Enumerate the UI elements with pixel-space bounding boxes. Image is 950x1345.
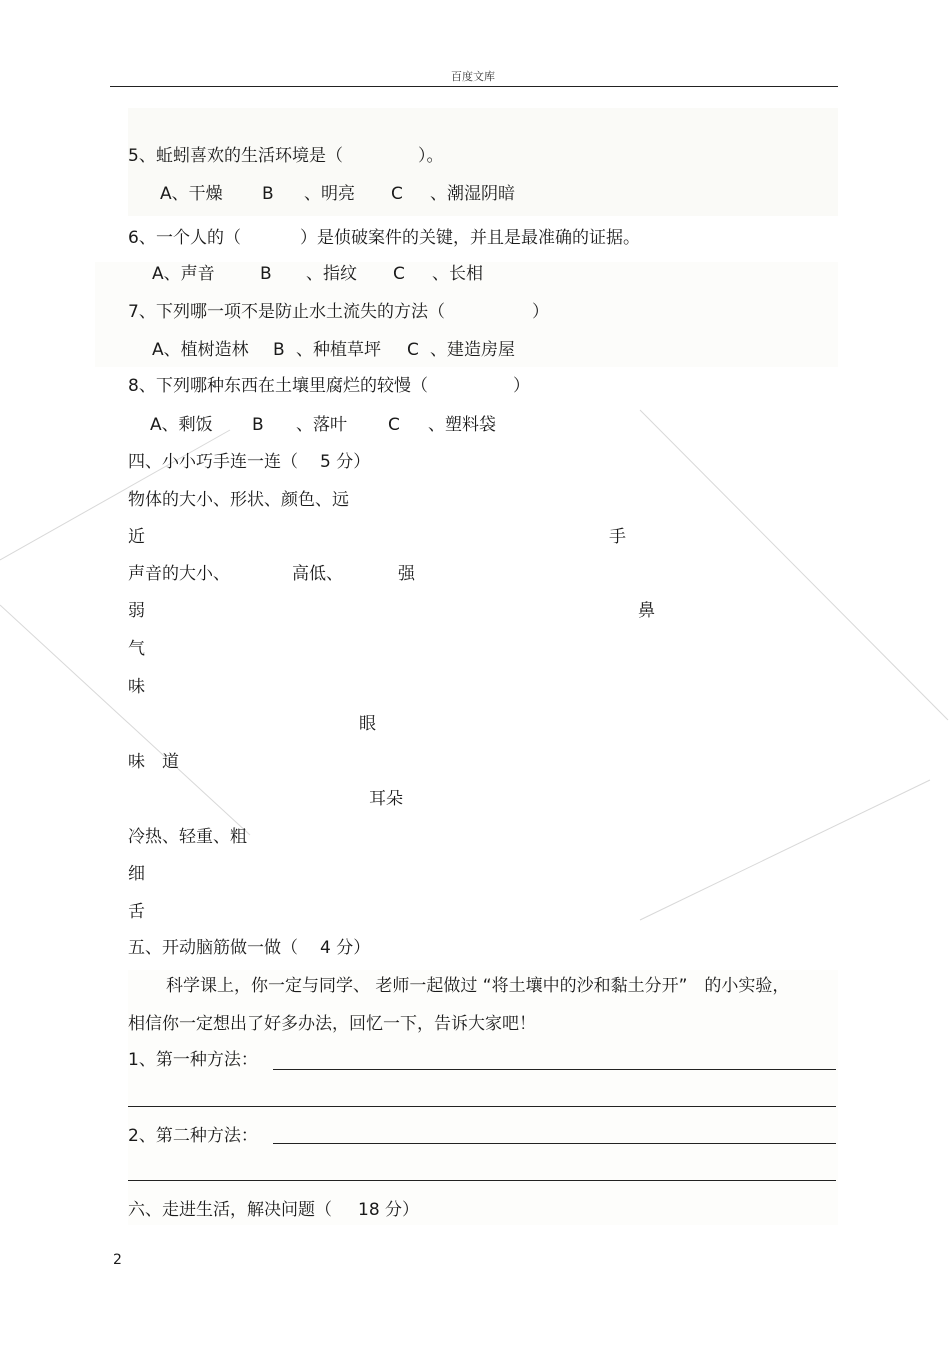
option-b-letter: B: [252, 415, 264, 435]
header-title: 百度文库: [451, 70, 495, 83]
question-number: 6、: [128, 228, 156, 248]
option-c: 、塑料袋: [428, 415, 496, 435]
option-c: 、长相: [432, 264, 483, 284]
option-b: 、明亮: [304, 184, 355, 204]
option-c-letter: C: [388, 415, 400, 435]
header-rule: [110, 86, 838, 87]
section-score: 4 分）: [320, 938, 371, 958]
method-1-label: 1、第一种方法：: [128, 1050, 258, 1070]
match-item: 细: [128, 864, 145, 884]
question-stem-end: ）: [532, 302, 549, 322]
question-stem: 下列哪种东西在土壤里腐烂的较慢（: [156, 376, 428, 396]
option-b-letter: B: [260, 264, 272, 284]
question-stem-end: ）: [513, 376, 530, 396]
option-c-letter: C: [407, 340, 419, 360]
shaded-block-exp: [128, 970, 838, 1225]
answer-line-1[interactable]: [273, 1069, 836, 1070]
paragraph-line-1: 科学课上，你一定与同学、 老师一起做过 “将土壤中的沙和黏土分开” 的小实验，: [166, 976, 790, 996]
section-score: 18 分）: [358, 1200, 420, 1220]
option-b: 、落叶: [296, 415, 347, 435]
match-item: 高低、: [292, 564, 343, 584]
option-a: A、干燥: [160, 184, 223, 204]
section-title: 四、小小巧手连一连（: [128, 452, 298, 472]
organ-ear: 耳朵: [369, 789, 403, 809]
match-item: 弱: [128, 601, 145, 621]
organ-tongue: 舌: [128, 902, 145, 922]
option-b-letter: B: [273, 340, 285, 360]
match-item: 近: [128, 527, 145, 547]
option-b: 、种植草坪: [296, 340, 381, 360]
match-item: 气: [128, 639, 145, 659]
question-stem: 蚯蚓喜欢的生活环境是（: [156, 146, 343, 166]
answer-line-4[interactable]: [128, 1180, 836, 1181]
paragraph-line-2: 相信你一定想出了好多办法，回忆一下，告诉大家吧！: [128, 1014, 536, 1034]
option-c: 、建造房屋: [430, 340, 515, 360]
option-a: A、声音: [152, 264, 215, 284]
option-b: 、指纹: [306, 264, 357, 284]
section-title: 五、开动脑筋做一做（: [128, 938, 298, 958]
match-item: 冷热、轻重、粗: [128, 827, 247, 847]
question-stem: 一个人的（: [156, 228, 241, 248]
option-a: A、剩饭: [150, 415, 213, 435]
method-2-label: 2、第二种方法：: [128, 1126, 258, 1146]
answer-line-2[interactable]: [128, 1106, 836, 1107]
option-b-letter: B: [262, 184, 274, 204]
question-number: 8、: [128, 376, 156, 396]
match-item: 味 道: [128, 752, 179, 772]
question-number: 7、: [128, 302, 156, 322]
organ-nose: 鼻: [638, 601, 655, 621]
question-stem: 下列哪一项不是防止水土流失的方法（: [156, 302, 445, 322]
match-item: 味: [128, 677, 145, 697]
match-item: 强: [398, 564, 415, 584]
option-c-letter: C: [391, 184, 403, 204]
option-c-letter: C: [393, 264, 405, 284]
organ-eye: 眼: [359, 714, 376, 734]
section-score: 5 分）: [320, 452, 371, 472]
option-a: A、植树造林: [152, 340, 249, 360]
section-title: 六、走进生活，解决问题（: [128, 1200, 332, 1220]
organ-hand: 手: [609, 527, 626, 547]
option-c: 、潮湿阴暗: [430, 184, 515, 204]
match-item: 声音的大小、: [128, 564, 230, 584]
page-number: 2: [113, 1252, 122, 1268]
question-number: 5、: [128, 146, 156, 166]
question-stem-end: ）是侦破案件的关键，并且是最准确的证据。: [300, 228, 640, 248]
question-stem-end: ）。: [418, 146, 444, 166]
match-item: 物体的大小、形状、颜色、远: [128, 490, 349, 510]
answer-line-3[interactable]: [273, 1143, 836, 1144]
